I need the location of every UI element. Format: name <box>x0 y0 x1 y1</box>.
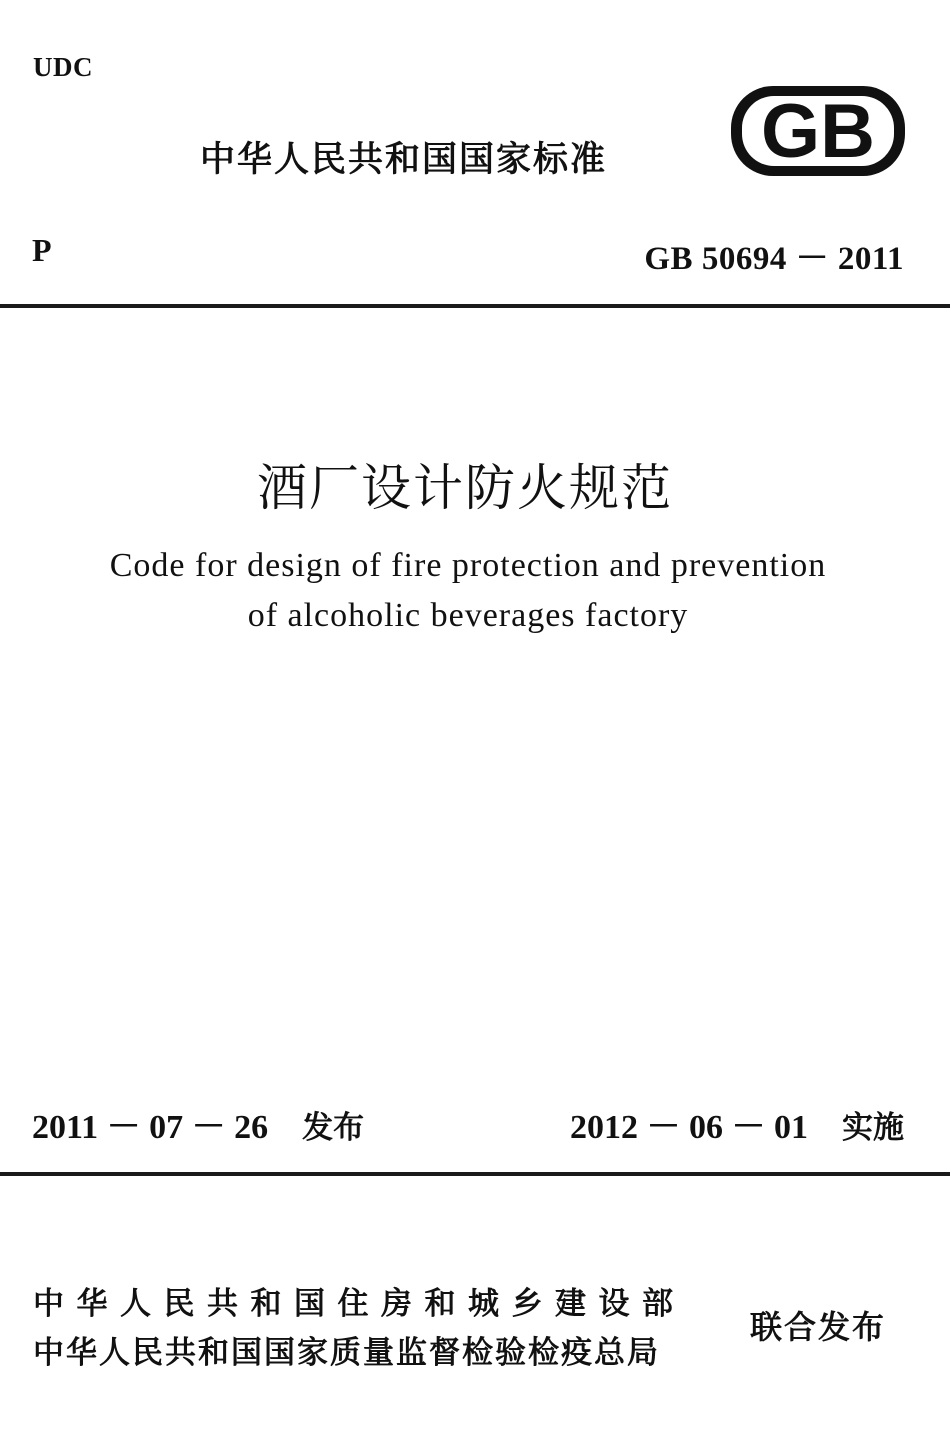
title-english-line1: Code for design of fire protection and prevention <box>109 547 827 584</box>
effective-date: 2012 － 06 － 01 <box>570 1109 808 1146</box>
issuer-ministry: 中华人民共和国住房和城乡建设部 <box>33 1286 686 1322</box>
title-english <box>0 541 936 641</box>
bottom-divider <box>0 1172 950 1176</box>
classification-code: P <box>32 232 52 268</box>
gb-logo <box>728 83 908 179</box>
joint-issue-label: 联合发布 <box>750 1308 887 1346</box>
issuer-aqsiq: 中华人民共和国国家质量监督检验检疫总局 <box>33 1335 660 1371</box>
udc-label: UDC <box>33 52 93 82</box>
title-english-line2: of alcoholic beverages factory <box>247 597 689 634</box>
issue-date: 2011 － 07 － 26 <box>32 1109 269 1146</box>
effective-date-block <box>570 1099 904 1148</box>
title-chinese: 酒厂设计防火规范 <box>257 459 673 517</box>
top-divider <box>0 304 950 308</box>
issue-date-block <box>32 1099 364 1148</box>
effective-label: 实施 <box>842 1110 904 1146</box>
standard-number: GB 50694 － 2011 <box>644 241 904 277</box>
national-standard-heading: 中华人民共和国国家标准 <box>200 140 608 180</box>
svg-text:GB: GB <box>761 89 875 174</box>
issue-label: 发布 <box>302 1110 365 1146</box>
